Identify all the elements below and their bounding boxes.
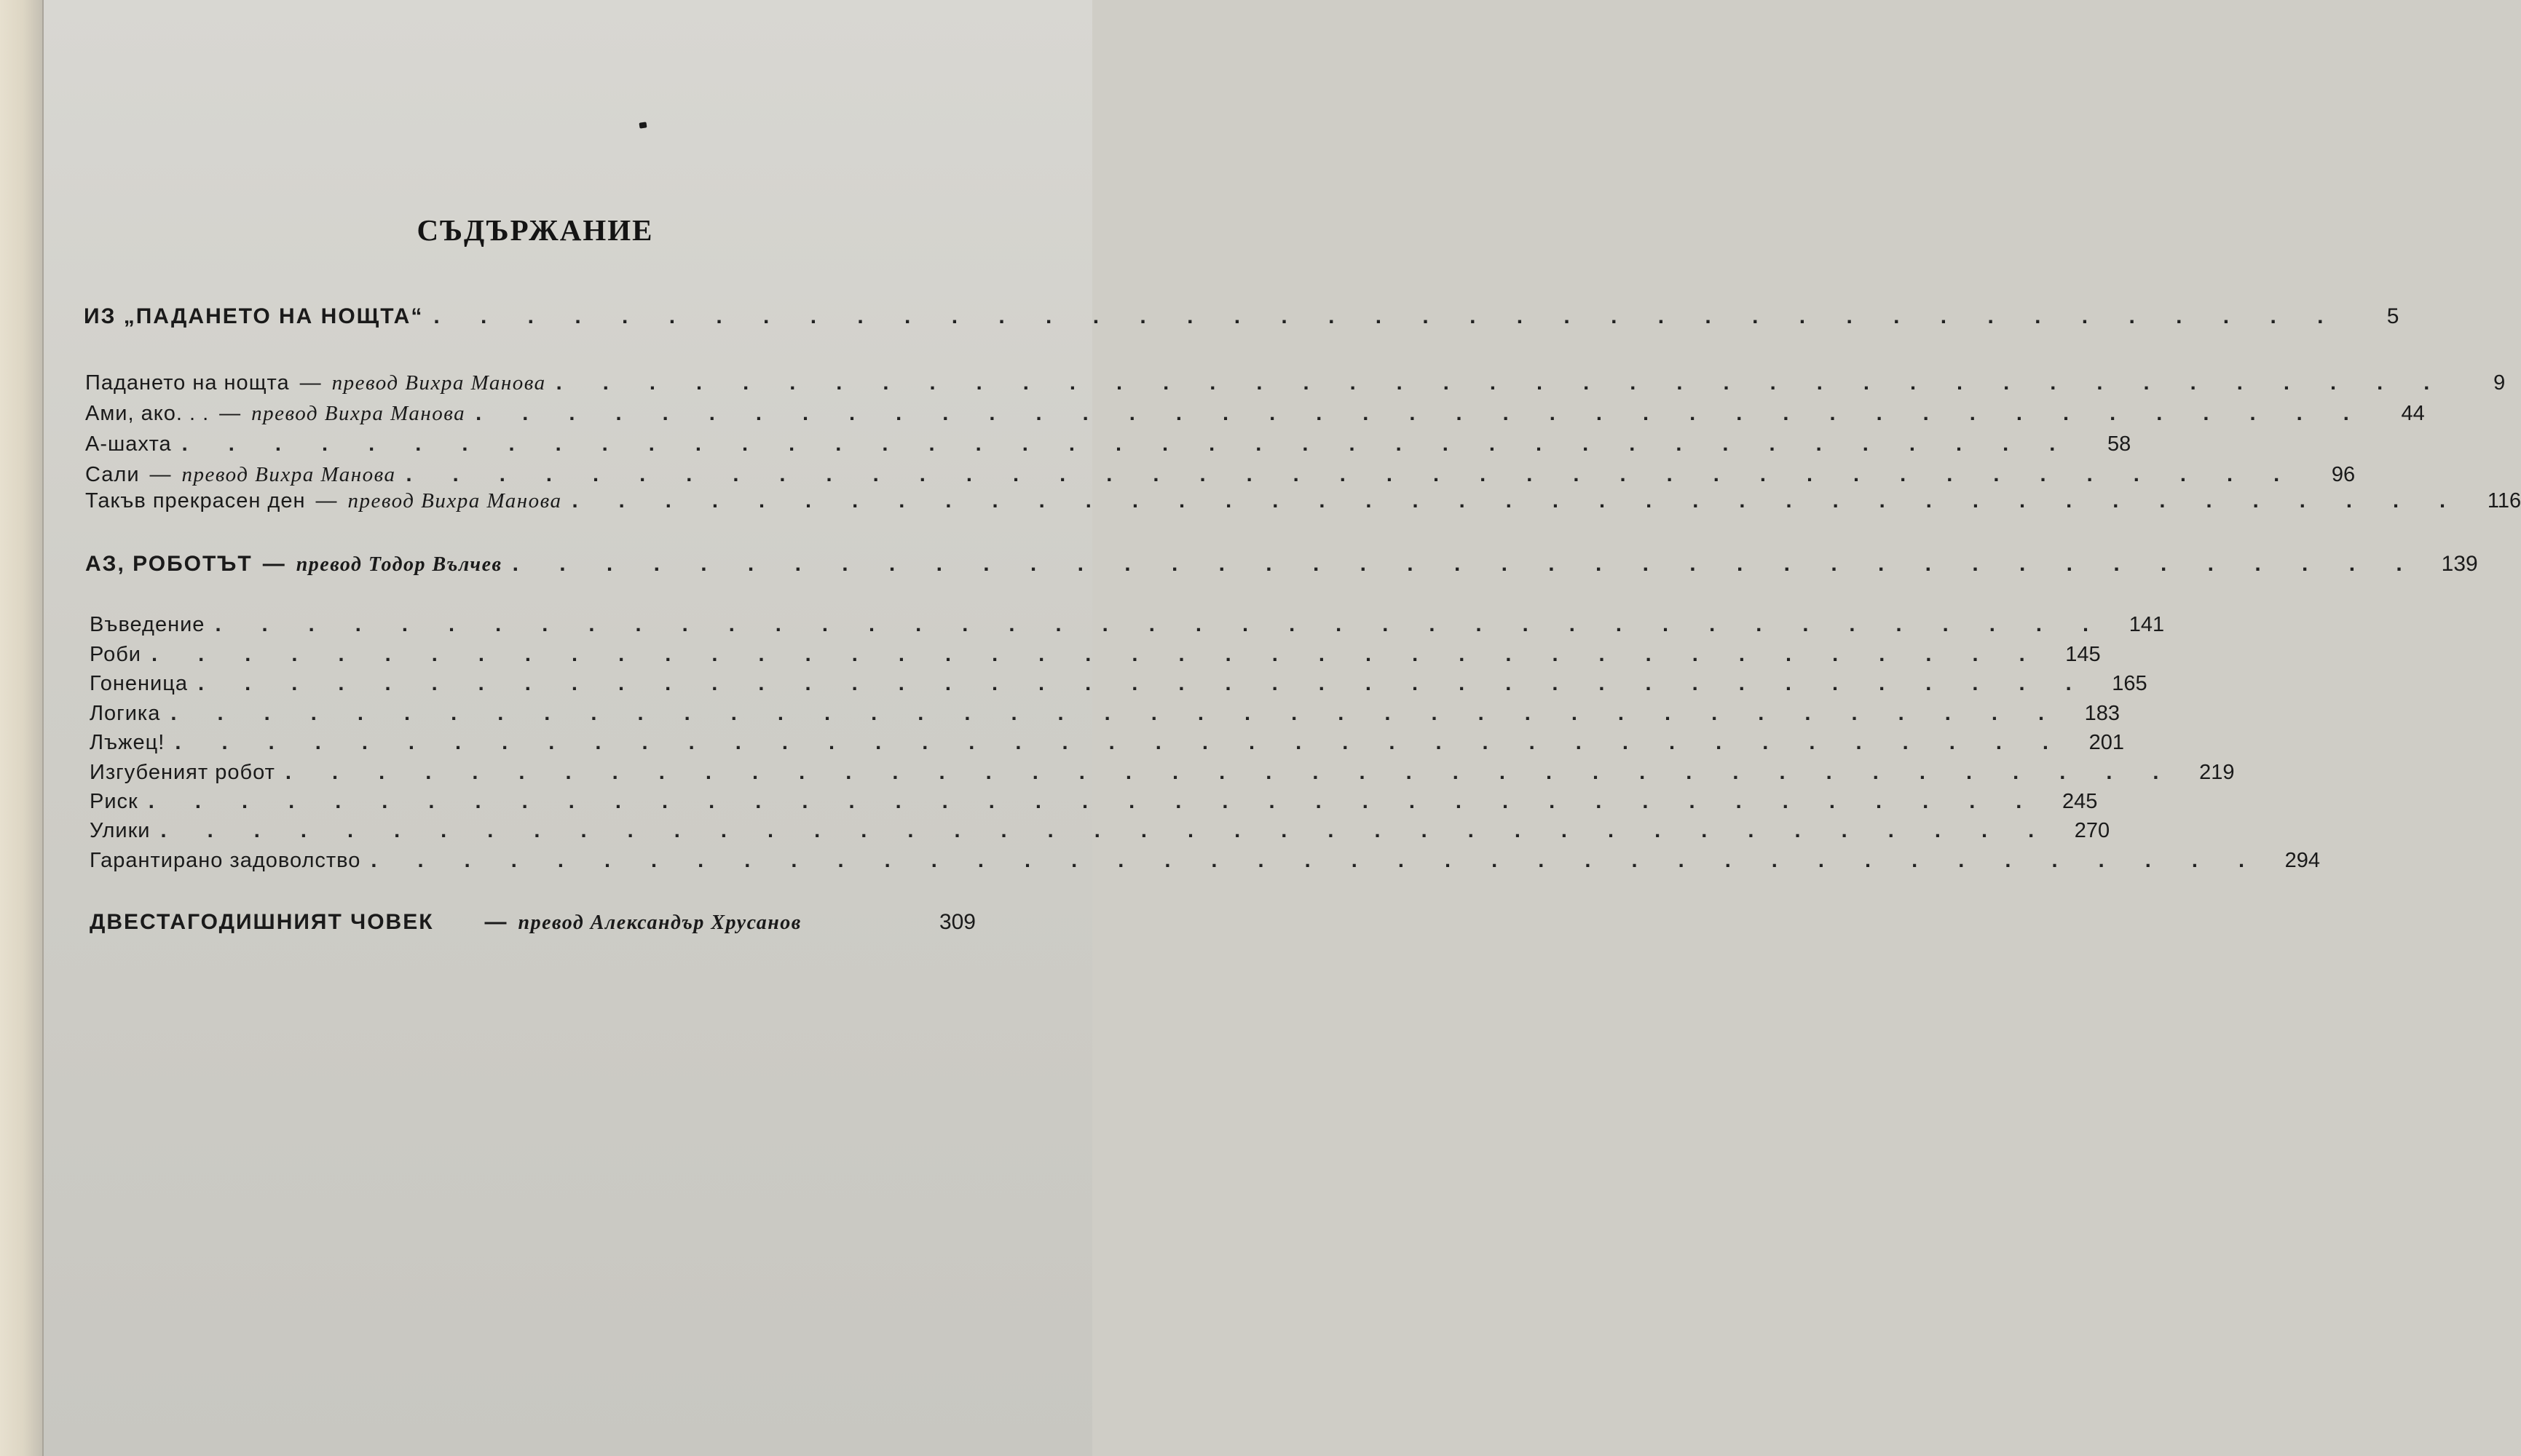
entry-title: Падането на нощта [85, 371, 290, 395]
entry-title: Изгубеният робот [90, 761, 275, 784]
dot-leader: . . . . . . . . . . . . . . . . . . . . . . . . . . . . . . . . . . . . . . . . . [148, 790, 2040, 813]
page-number: 145 [2065, 643, 2101, 666]
toc-entry[interactable] [90, 790, 2098, 814]
dash: — [219, 402, 242, 425]
section-title: АЗ, РОБОТЪТ [85, 552, 253, 576]
page-number: 44 [2401, 402, 2425, 425]
page-number: 183 [2084, 702, 2120, 725]
page-number: 245 [2062, 790, 2098, 813]
translator-credit: превод Тодор Вълчев [296, 553, 502, 576]
translator-credit: превод Александър Хрусанов [518, 911, 802, 934]
page-number: 165 [2112, 672, 2147, 695]
dash: — [484, 910, 508, 934]
dash: — [149, 463, 172, 486]
page-number: 9 [2493, 371, 2506, 395]
page-number: 116 [2487, 489, 2521, 513]
entry-title: Такъв прекрасен ден [85, 489, 306, 513]
page-number: 58 [2107, 432, 2131, 456]
dot-leader: . . . . . . . . . . . . . . . . . . . . . . . . . . . . . . . . . . . . . . . . . [151, 643, 2043, 666]
page-number: 96 [2331, 463, 2356, 486]
toc-entry[interactable] [90, 643, 2101, 667]
dot-leader: . . . . . . . . . . . . . . . . . . . . . . . . . . . . . . . . . . . . . . . . . [215, 613, 2107, 636]
toc-entry[interactable] [90, 613, 2165, 637]
dot-leader: . . . . . . . . . . . . . . . . . . . . . . . . . . . . . . . . . . . . . . . . . [572, 489, 2463, 513]
translator-credit: превод Вихра Манова [251, 402, 466, 425]
dot-leader: . . . . . . . . . . . . . . . . . . . . . . . . . . . . . . . . . . . . . . . . . [198, 672, 2089, 695]
toc-section[interactable] [84, 304, 2399, 329]
toc-section[interactable] [85, 552, 2478, 577]
entry-title: Роби [90, 643, 142, 666]
toc-entry[interactable] [85, 463, 2356, 487]
dot-leader: . . . . . . . . . . . . . . . . . . . . . . . . . . . . . . . . . . . . . . . . . [181, 432, 2073, 456]
toc-entry[interactable] [90, 702, 2120, 726]
entry-title: Въведение [90, 613, 205, 636]
page-number: 270 [2074, 819, 2110, 842]
dot-leader: . . . . . . . . . . . . . . . . . . . . . . . . . . . . . . . . . . . . . . . . . [433, 304, 2341, 328]
toc-entry[interactable] [85, 489, 2521, 513]
translator-credit: превод Вихра Манова [331, 371, 546, 395]
entry-title: Ами, ако. . . [85, 402, 210, 425]
entry-title: Гарантирано задоволство [90, 849, 361, 872]
section-title: ДВЕСТАГОДИШНИЯТ ЧОВЕК [90, 910, 434, 934]
dot-leader: . . . . . . . . . . . . . . . . . . . . . . . . . . . . . . . . . . . . . . . . . [512, 552, 2420, 576]
dot-leader: . . . . . . . . . . . . . . . . . . . . . . . . . . . . . . . . . . . . . . . . . [476, 402, 2367, 425]
dash: — [262, 552, 286, 576]
page-number: 5 [2386, 304, 2399, 328]
page-number: 219 [2199, 761, 2235, 784]
entry-title: А-шахта [85, 432, 172, 456]
contents-heading: СЪДЪРЖАНИЕ [417, 213, 654, 247]
dot-leader: . . . . . . . . . . . . . . . . . . . . . . . . . . . . . . . . . . . . . . . . . [160, 819, 2052, 842]
page-number: 294 [2284, 849, 2321, 872]
section-title: ИЗ „ПАДАНЕТО НА НОЩТА“ [84, 304, 424, 328]
entry-title: Лъжец! [90, 731, 165, 754]
toc-entry[interactable] [85, 402, 2425, 426]
page-number: 141 [2129, 613, 2165, 636]
dot-leader: . . . . . . . . . . . . . . . . . . . . . . . . . . . . . . . . . . . . . . . . . [371, 849, 2262, 872]
toc-section[interactable] [90, 910, 976, 935]
toc-entry[interactable] [90, 761, 2235, 785]
translator-credit: превод Вихра Манова [181, 463, 396, 486]
entry-title: Сали [85, 463, 140, 486]
entry-title: Улики [90, 819, 151, 842]
dot-leader: . . . . . . . . . . . . . . . . . . . . . . . . . . . . . . . . . . . . . . . . . [170, 702, 2062, 725]
toc-entry[interactable] [90, 819, 2110, 843]
toc-entry[interactable] [90, 672, 2147, 696]
entry-title: Гоненица [90, 672, 188, 695]
entry-title: Логика [90, 702, 161, 725]
toc-entry[interactable] [85, 432, 2131, 456]
entry-title: Риск [90, 790, 138, 813]
dot-leader: . . . . . . . . . . . . . . . . . . . . . . . . . . . . . . . . . . . . . . . . . [406, 463, 2297, 486]
translator-credit: превод Вихра Манова [347, 489, 562, 513]
toc-entry[interactable] [90, 731, 2124, 755]
dot-leader: . . . . . . . . . . . . . . . . . . . . . . . . . . . . . . . . . . . . . . . . . [285, 761, 2177, 784]
page-number: 201 [2088, 731, 2124, 754]
toc-entry[interactable] [85, 371, 2506, 395]
dash: — [315, 489, 338, 513]
page-number: 139 [2441, 552, 2478, 576]
dot-leader: . . . . . . . . . . . . . . . . . . . . . . . . . . . . . . . . . . . . . . . . . [175, 731, 2066, 754]
dash: — [299, 371, 322, 395]
dot-leader: . . . . . . . . . . . . . . . . . . . . . . . . . . . . . . . . . . . . . . . . . [556, 371, 2447, 395]
toc-entry[interactable] [90, 849, 2321, 873]
page-number: 309 [939, 910, 976, 934]
